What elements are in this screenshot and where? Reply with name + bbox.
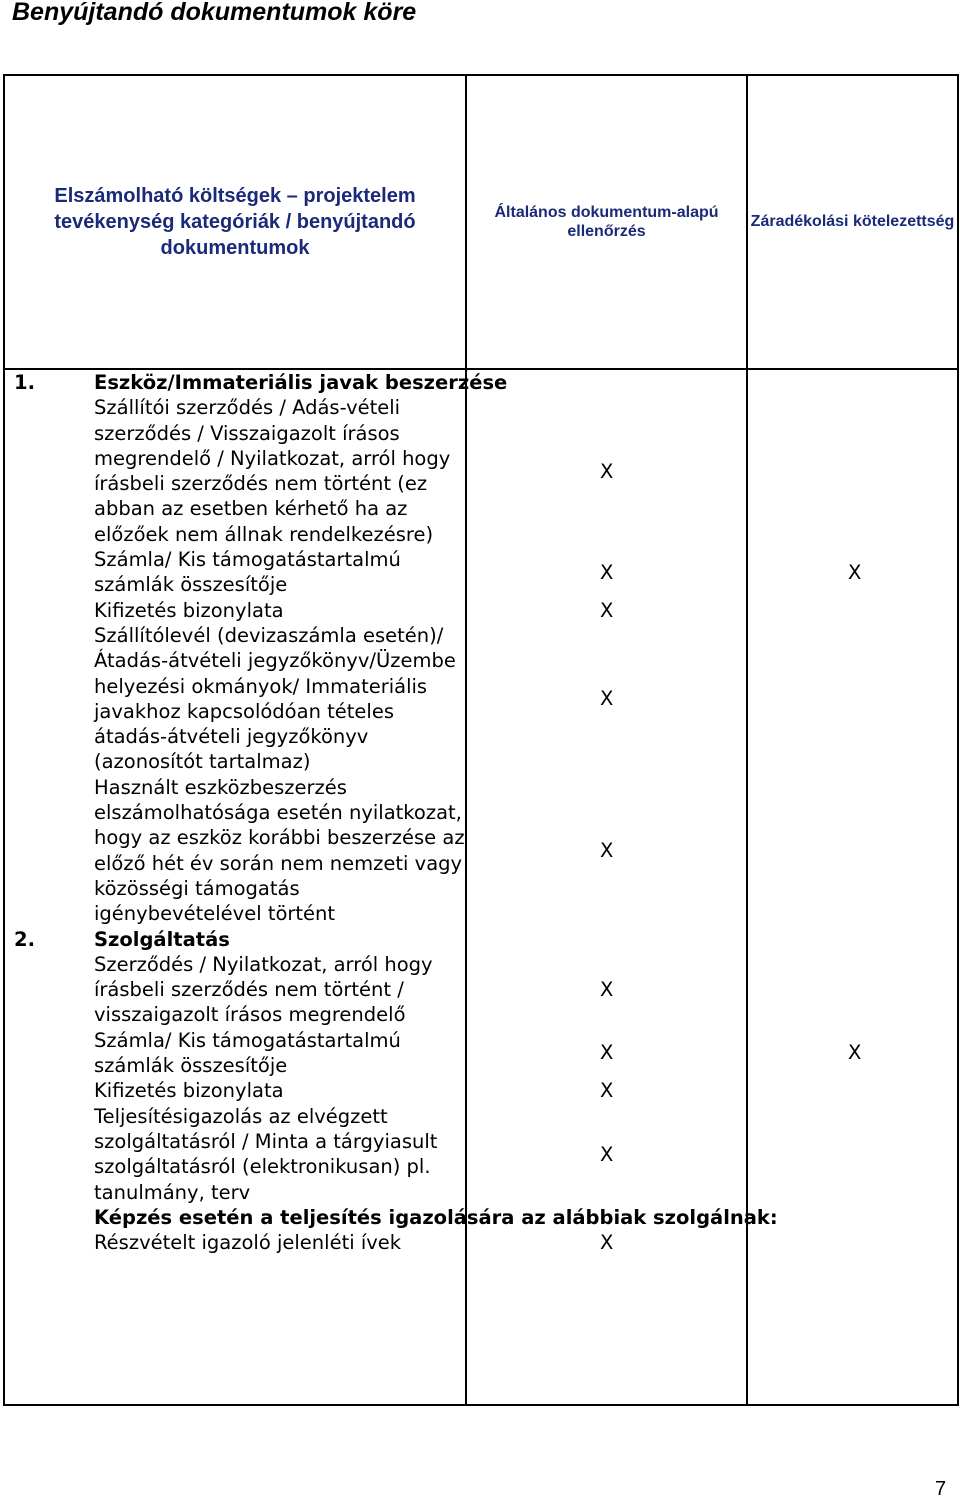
documents-table — [3, 74, 959, 1406]
table-row: Kifizetés bizonylata X — [94, 598, 614, 622]
training-heading: Képzés esetén a teljesítés igazolására az alábbiak szolgálnak: — [94, 1205, 778, 1229]
check-mark: X — [600, 838, 614, 862]
header-general-check: Általános dokumentum-alapú ellenőrzés — [466, 75, 747, 369]
section-header-2: 2. Szolgáltatás — [14, 927, 230, 951]
check-mark: X — [600, 598, 614, 622]
check-mark: X — [600, 459, 614, 483]
header-cost-categories: Elszámolható költségek – projektelem tevékenység kategóriák / benyújtandó dokumentumok — [4, 75, 466, 369]
table-body — [4, 369, 958, 1405]
table-row: Használt eszközbeszerzés elszámolhatósága esetén nyilatkozat, hogy az eszköz korábbi beszerzése az előző hét év során nem nemzeti vagy közösségi támogatás igénybevételével történt X — [94, 775, 614, 926]
check-mark: X — [600, 687, 614, 711]
table-row: Számla/ Kis támogatástartalmú számlák összesítője X X — [94, 548, 862, 597]
table-row: Kifizetés bizonylata X — [94, 1079, 614, 1103]
section-header-1: 1. Eszköz/Immateriális javak beszerzése — [14, 371, 508, 394]
table-row: Teljesítésigazolás az elvégzett szolgáltatásról / Minta a tárgyiasult szolgáltatásról (elektronikusan) pl. tanulmány, terv X — [94, 1104, 614, 1204]
table-row: Részvételt igazoló jelenléti ívek X — [94, 1231, 614, 1255]
check-mark: X — [600, 560, 614, 584]
table-row: Szerződés / Nyilatkozat, arról hogy írásbeli szerződés nem történt / visszaigazolt írásos megrendelő X — [94, 952, 614, 1027]
check-mark: X — [600, 978, 614, 1002]
page-title: Benyújtandó dokumentumok köre — [12, 0, 417, 26]
table-row: Szállítói szerződés / Adás-vételi szerződés / Visszaigazolt írásos megrendelő / Nyilatkozat, arról hogy írásbeli szerződés nem történt (ez abban az esetben kérhető ha az előzőek nem állnak rendelkezésre) X — [94, 396, 614, 546]
table-row: Szállítólevél (devizaszámla esetén)/Átadás-átvételi jegyzőkönyv/Üzembe helyezési okmányok/ Immateriális javakhoz kapcsolódóan tételes átadás-átvételi jegyzőkönyv (azonosítót tartalmaz) X — [94, 623, 614, 774]
table-row: Számla/ Kis támogatástartalmú számlák összesítője X X — [94, 1028, 862, 1078]
check-mark: X — [600, 1079, 614, 1103]
check-mark: X — [848, 560, 862, 584]
check-mark: X — [600, 1041, 614, 1065]
check-mark: X — [848, 1041, 862, 1065]
check-mark: X — [600, 1231, 614, 1255]
header-clause-obligation: Záradékolási kötelezettség — [747, 75, 958, 369]
table-body-row — [4, 369, 958, 1405]
table-header-row — [4, 75, 958, 369]
page-number: 7 — [935, 1478, 947, 1500]
check-mark: X — [600, 1142, 614, 1166]
